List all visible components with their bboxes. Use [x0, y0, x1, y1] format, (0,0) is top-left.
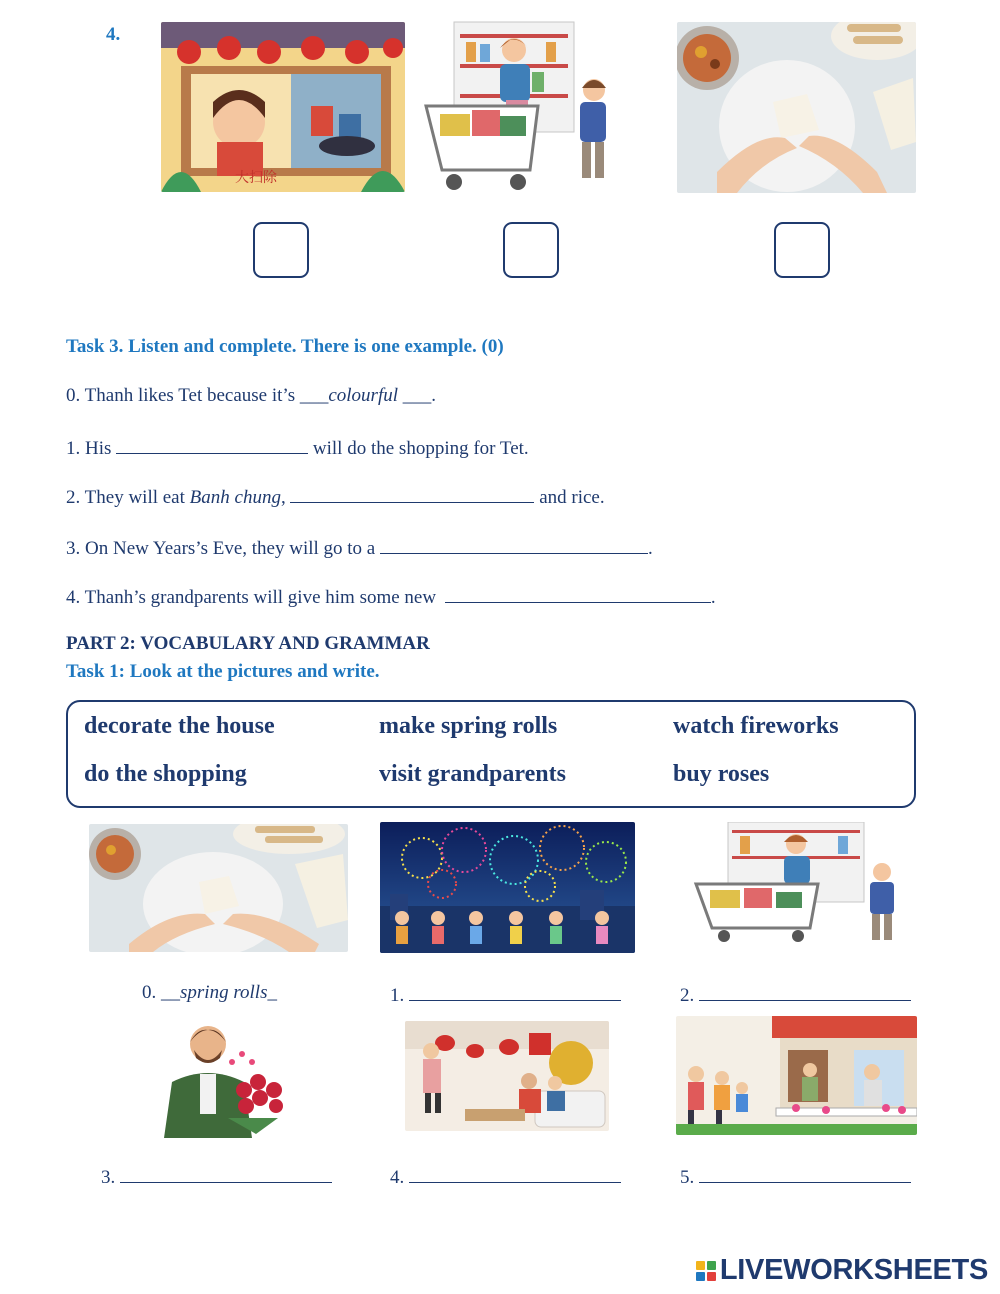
caption-number: 1.	[390, 985, 409, 1006]
answer-box-3[interactable]	[774, 222, 830, 278]
task3-item-3	[66, 535, 653, 560]
answer-blank-2[interactable]	[290, 484, 534, 503]
caption-tail: _	[267, 982, 277, 1003]
task3-item-2	[66, 484, 605, 509]
example-answer: spring rolls	[180, 982, 268, 1003]
item-text: .	[710, 587, 716, 608]
task3-item-1	[66, 435, 529, 460]
item-text: 4. Thanh’s grandparents will give him some new	[66, 587, 441, 608]
word-watch-fireworks: watch fireworks	[673, 713, 839, 739]
item-text: 0. Thanh likes Tet because it’s ___	[66, 385, 329, 406]
answer-box-2[interactable]	[503, 222, 559, 278]
logo-text: LIVEWORKSHEETS	[719, 1254, 988, 1286]
shopping-picture	[420, 20, 610, 196]
caption-blank-4[interactable]	[409, 1164, 621, 1183]
shopping-photo	[688, 822, 904, 944]
task3-title: Task 3. Listen and complete. There is one example. (0)	[66, 336, 504, 357]
answer-blank-3[interactable]	[380, 535, 648, 554]
logo-icon	[696, 1261, 716, 1281]
roses-picture	[128, 1018, 308, 1138]
question-number: 4.	[106, 24, 121, 45]
task3-item-0	[66, 385, 436, 407]
caption-number: 5.	[680, 1167, 699, 1188]
caption-1	[390, 982, 621, 1007]
answer-blank-1[interactable]	[116, 435, 308, 454]
example-answer: colourful	[328, 385, 399, 406]
liveworksheets-logo	[696, 1254, 988, 1287]
food-name: Banh chung	[189, 487, 281, 508]
answer-blank-4[interactable]	[445, 584, 711, 603]
item-text: and rice.	[534, 487, 605, 508]
item-text: will do the shopping for Tet.	[308, 438, 529, 459]
item-text: ___.	[398, 385, 437, 406]
spring-rolls-photo	[89, 824, 348, 952]
visiting-grandparents-picture	[676, 1016, 917, 1135]
item-text: .	[648, 538, 653, 559]
caption-4	[390, 1164, 621, 1189]
svg-text:大扫除: 大扫除	[235, 170, 277, 186]
caption-number: 4.	[390, 1167, 409, 1188]
word-decorate-the-house: decorate the house	[84, 713, 275, 739]
caption-blank-1[interactable]	[409, 982, 621, 1001]
caption-3	[101, 1164, 332, 1189]
caption-blank-5[interactable]	[699, 1164, 911, 1183]
task3-item-4	[66, 584, 716, 609]
item-text: 2. They will eat	[66, 487, 190, 508]
spring-rolls-picture	[677, 22, 916, 193]
item-text: ,	[280, 487, 291, 508]
caption-number: 0. __	[142, 982, 180, 1003]
cleaning-house-picture	[161, 22, 405, 192]
word-visit-grandparents: visit grandparents	[379, 761, 566, 787]
caption-2	[680, 982, 911, 1007]
item-text: 3. On New Years’s Eve, they will go to a	[66, 538, 380, 559]
caption-0	[142, 982, 277, 1004]
task1-title: Task 1: Look at the pictures and write.	[66, 661, 380, 682]
fireworks-picture	[380, 822, 635, 953]
caption-number: 3.	[101, 1167, 120, 1188]
word-do-the-shopping: do the shopping	[84, 761, 247, 787]
caption-blank-3[interactable]	[120, 1164, 332, 1183]
caption-5	[680, 1164, 911, 1189]
item-text: 1. His	[66, 438, 117, 459]
part2-title: PART 2: VOCABULARY AND GRAMMAR	[66, 633, 430, 654]
caption-blank-2[interactable]	[699, 982, 911, 1001]
word-buy-roses: buy roses	[673, 761, 770, 787]
answer-box-1[interactable]	[253, 222, 309, 278]
word-make-spring-rolls: make spring rolls	[379, 713, 558, 739]
decorating-house-picture	[405, 1021, 609, 1131]
caption-number: 2.	[680, 985, 699, 1006]
